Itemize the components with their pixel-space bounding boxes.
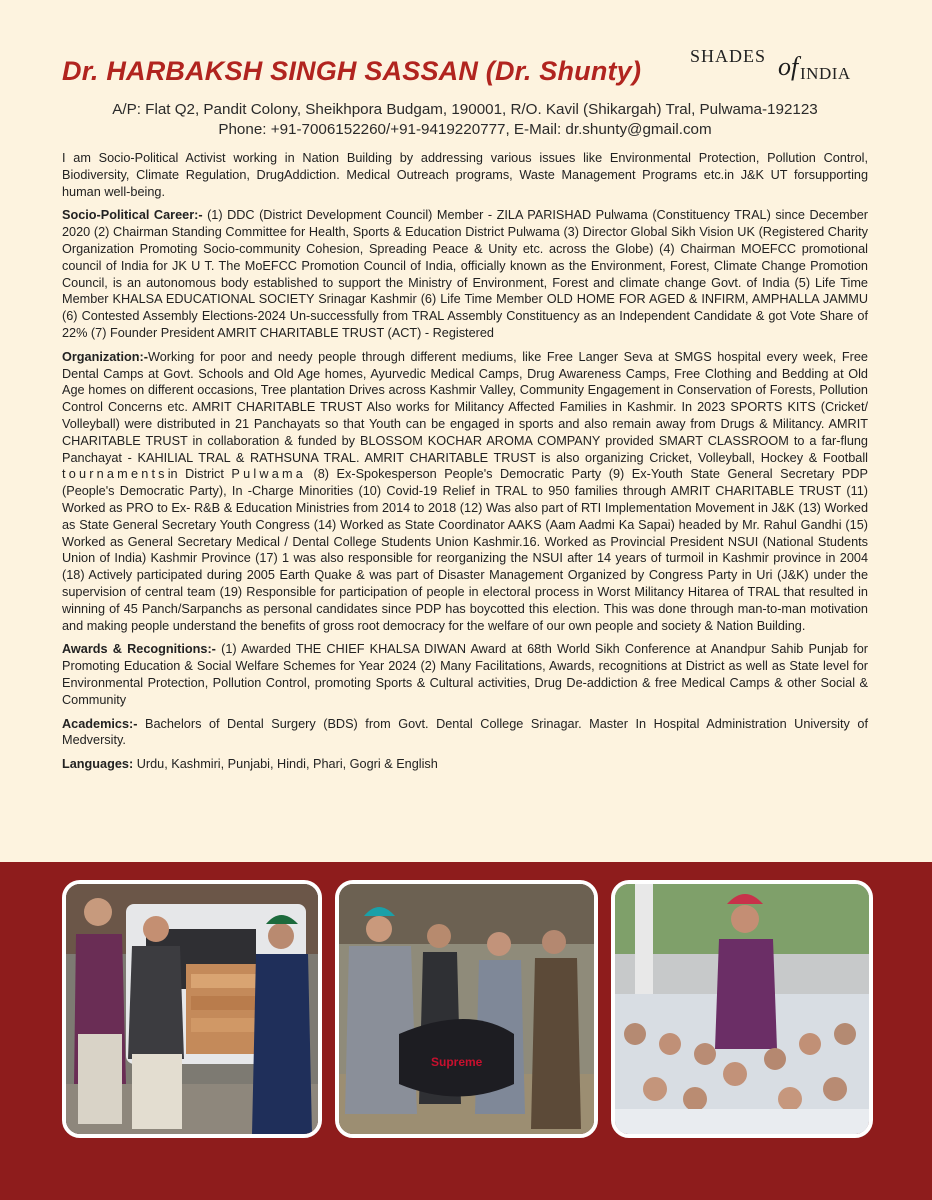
academics-text: Bachelors of Dental Surgery (BDS) from Govt. Dental College Srinagar. Master In Hospital Administration University of Medversity. (62, 716, 868, 748)
photo-school-gathering (611, 880, 873, 1138)
career-text: (1) DDC (District Development Council) Member - ZILA PARISHAD Pulwama (Constituency TRAL) since December 2020 (2) Chairman Standing Committee for Health, Sports & Education District Pulwama (3) Director Global Sikh Vision UK (Registered Charity Organization Promoting Socio-community Cohesion, Spreading Peace & Unity etc. across the Globe) (4) Chairman MOEFCC promotional council of India for JK U T. The MoEFCC Promotion Council of India, officially known as the Environment, Forest, Climate Change Promotion Council, is an autonomous body established to support the Ministry of Environment, Forest and climate change Govt. of India (5) Life Time Member KHALSA EDUCATIONAL SOCIETY Srinagar Kashmir (6) Life Time Member OLD HOME FOR AGED & INFIRM, AMPHALLA JAMMU (6) Contested Assembly Elections-2024 Un-successfully from TRAL Assembly Constituency as an Independent Candidate & got Vote Share of 22% (7) Founder President AMRIT CHARITABLE TRUST (ACT) - Registered (62, 208, 868, 340)
awards-heading: Awards & Recognitions:- (62, 642, 216, 657)
contact-line: Phone: +91-7006152260/+91-9419220777, E-Mail: dr.shunty@gmail.com (218, 121, 712, 138)
photo-relief-distribution-image (66, 884, 318, 1134)
languages-paragraph (62, 756, 868, 773)
organization-text-a: Working for poor and needy people through different mediums, like Free Langer Seva at SMGS hospital every week, Free Dental Camps at Govt. Schools and Old Age homes, Ayurvedic Medical Camps, Drug Awareness Camps, Free Clothing and Bedding at Old Age homes on different occasions, Tree plantation Drives across Kashmir Valley, Community Engagement in Conservation of Forests, Pollution Control Concerns etc. AMRIT CHARITABLE TRUST Also works for Militancy Affected Families in Kashmir. In 2023 SPORTS KITS (Cricket/ Volleyball) were distributed in 21 Panchayats so that Youth can be engaged in sports and also remain away from Drugs & Militancy. AMRIT CHARITABLE TRUST in collaboration & funded by BLOSSOM KOCHAR AROMA COMPANY provided SMART CLASSROOM to a far-flung Panchayat - KAHILIAL TRAL & RATHSUNA TRAL. AMRIT CHARITABLE TRUST is also organizing Cricket, Volleyball, Hockey & Football (62, 349, 868, 465)
languages-heading: Languages: (62, 757, 134, 772)
organization-spaced-tournaments: tournaments (62, 467, 168, 482)
photo-relief-distribution (62, 880, 322, 1138)
academics-heading: Academics:- (62, 716, 138, 731)
career-heading: Socio-Political Career:- (62, 208, 203, 223)
logo-shades: SHADES (690, 46, 767, 66)
academics-paragraph (62, 716, 868, 750)
bag-brand-text: Supreme (431, 1055, 483, 1069)
organization-spaced-pulwama: Pulwama (231, 467, 306, 482)
profile-body (62, 150, 868, 780)
photo-sports-kit-image (339, 884, 594, 1134)
awards-text: (1) Awarded THE CHIEF KHALSA DIWAN Award at 68th World Sikh Conference at Anandpur Sahib Punjab for Promoting Education & Social Welfare Schemes for Year 2024 (2) Many Facilitations, Awards, recognitions at District as well as State level for Environmental Protection, Pollution Control, promoting Sports & Cultural activities, Drug De-addiction & free Medical Camps & other Social & Community (62, 642, 869, 707)
organization-heading: Organization:- (62, 349, 148, 364)
awards-paragraph (62, 641, 868, 708)
header (0, 0, 932, 150)
intro-paragraph (62, 150, 868, 200)
intro-text: I am Socio-Political Activist working in Nation Building by addressing various issues like Environmental Protection, Pollution Control, Biodiversity, Climate Regulation, DrugAddiction. Medical Outreach programs, Waste Management Programs etc.in J&K UT forsupporting human well-being. (62, 151, 868, 199)
photo-school-gathering-image (615, 884, 869, 1134)
organization-text-b: in District (167, 467, 232, 482)
person-name: Dr. HARBAKSH SINGH SASSAN (Dr. Shunty) (62, 56, 642, 86)
photo-sports-kit (335, 880, 598, 1138)
logo-of: of (778, 52, 799, 81)
organization-text-c: (8) Ex-Spokesperson People's Democratic Party (9) Ex-Youth State General Secretary PDP (People's Democratic Party), In -Charge Minorities (10) Covid-19 Relief in TRAL to 950 families through AMRIT CHARITABLE TRUST (11) Worked as PRO to Ex- R&B & Education Ministries from 2014 to 2018 (12) Was also part of RTI Implementation Movement in J&K (13) Worked as State General Secretary Youth Congress (14) Worked as State Coordinator AAKS (Aam Aadmi Ka Sapai) headed by Mr. Rahul Gandhi (15) Worked as General Secretary Medical / Dental College Students Union Kashmir.16. Worked as Provincial President NSUI (National Students Union of India) Kashmir Province (17) 1 was also responsible for reorganizing the NSUI after 14 years of turmoil in Kashmir province in 2004 (18) Actively participated during 2005 Earth Quake & was part of Disaster Management Organized by Congress Party in Uri (J&K) under the supervision of central team (19) Responsible for participation of people in electoral process in Worst Militancy Hitarea of TRAL that resulted in winning of 45 Panch/Sarpanchs as personal candidates since PDP has boycotted this election. This was done through man-to-man motivation and making people understand the benefits of gross root democracy for the welfare of our own people and society & Nation Building. (62, 467, 869, 633)
languages-text: Urdu, Kashmiri, Punjabi, Hindi, Phari, Gogri & English (133, 757, 438, 772)
address-line: A/P: Flat Q2, Pandit Colony, Sheikhpora Budgam, 190001, R/O. Kavil (Shikargah) Tral, Pulwama-192123 (112, 101, 818, 118)
career-paragraph (62, 207, 868, 341)
organization-paragraph (62, 349, 868, 635)
logo-india: INDIA (800, 64, 851, 83)
